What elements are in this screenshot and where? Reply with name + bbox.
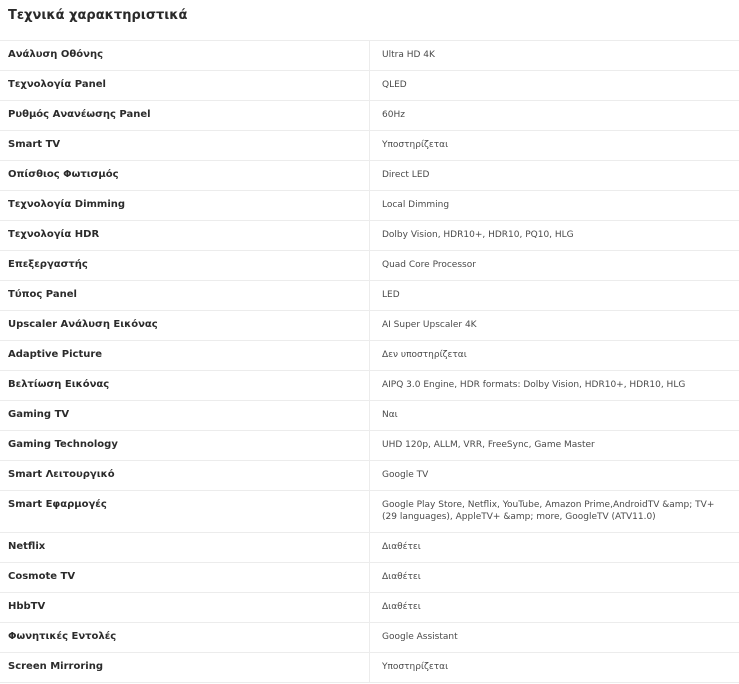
spec-value: Υποστηρίζεται xyxy=(382,140,449,150)
spec-row xyxy=(0,623,739,653)
spec-row xyxy=(0,101,739,131)
spec-row xyxy=(0,281,739,311)
spec-row xyxy=(0,563,739,593)
spec-label: Φωνητικές Εντολές xyxy=(0,623,370,652)
spec-row xyxy=(0,341,739,371)
spec-label: Gaming Technology xyxy=(0,431,370,460)
spec-label: Gaming TV xyxy=(0,401,370,430)
spec-row xyxy=(0,401,739,431)
spec-value: Google TV xyxy=(382,470,429,480)
spec-label: Επεξεργαστής xyxy=(0,251,370,280)
spec-label: Τεχνολογία Panel xyxy=(0,71,370,100)
spec-value: 60Hz xyxy=(382,110,405,120)
spec-row xyxy=(0,161,739,191)
spec-label: HbbTV xyxy=(0,593,370,622)
spec-label: Ανάλυση Οθόνης xyxy=(0,41,370,70)
spec-value: Local Dimming xyxy=(382,200,450,210)
spec-value: Dolby Vision, HDR10+, HDR10, PQ10, HLG xyxy=(382,230,574,240)
spec-row xyxy=(0,431,739,461)
spec-value: Quad Core Processor xyxy=(382,260,476,270)
spec-label: Screen Mirroring xyxy=(0,653,370,682)
spec-label: Ρυθμός Ανανέωσης Panel xyxy=(0,101,370,130)
spec-value: AI Super Upscaler 4K xyxy=(382,320,477,330)
spec-value: Ultra HD 4K xyxy=(382,50,435,60)
spec-row xyxy=(0,221,739,251)
spec-value: Δεν υποστηρίζεται xyxy=(382,350,467,360)
spec-row xyxy=(0,491,739,533)
spec-row xyxy=(0,371,739,401)
spec-row xyxy=(0,533,739,563)
spec-row xyxy=(0,41,739,71)
spec-value: Google Assistant xyxy=(382,632,458,642)
spec-row xyxy=(0,71,739,101)
spec-label: Upscaler Ανάλυση Εικόνας xyxy=(0,311,370,340)
spec-label: Smart TV xyxy=(0,131,370,160)
spec-value: Google Play Store, Netflix, YouTube, Amazon Prime,AndroidTV &amp; TV+ (29 languages), AppleTV+ &amp; more, GoogleTV (ATV11.0) xyxy=(382,500,715,522)
spec-value: QLED xyxy=(382,80,407,90)
spec-value: Διαθέτει xyxy=(382,542,421,552)
spec-row xyxy=(0,653,739,683)
spec-value: LED xyxy=(382,290,400,300)
spec-row xyxy=(0,311,739,341)
spec-row xyxy=(0,191,739,221)
spec-label: Adaptive Picture xyxy=(0,341,370,370)
spec-label: Τεχνολογία Dimming xyxy=(0,191,370,220)
spec-label: Cosmote TV xyxy=(0,563,370,592)
spec-label: Οπίσθιος Φωτισμός xyxy=(0,161,370,190)
spec-value: Direct LED xyxy=(382,170,430,180)
spec-value: UHD 120p, ALLM, VRR, FreeSync, Game Master xyxy=(382,440,595,450)
spec-row xyxy=(0,593,739,623)
spec-row xyxy=(0,461,739,491)
spec-label: Smart Εφαρμογές xyxy=(0,491,370,532)
spec-value: Διαθέτει xyxy=(382,602,421,612)
spec-label: Βελτίωση Εικόνας xyxy=(0,371,370,400)
spec-row xyxy=(0,131,739,161)
spec-label: Τύπος Panel xyxy=(0,281,370,310)
spec-value: AIPQ 3.0 Engine, HDR formats: Dolby Vision, HDR10+, HDR10, HLG xyxy=(382,380,686,390)
spec-label: Τεχνολογία HDR xyxy=(0,221,370,250)
spec-row xyxy=(0,251,739,281)
section-title: Τεχνικά χαρακτηριστικά xyxy=(0,0,739,41)
spec-value: Διαθέτει xyxy=(382,572,421,582)
spec-label: Netflix xyxy=(0,533,370,562)
spec-value: Ναι xyxy=(382,410,398,420)
spec-value: Υποστηρίζεται xyxy=(382,662,449,672)
specs-table xyxy=(0,41,739,683)
spec-label: Smart Λειτουργικό xyxy=(0,461,370,490)
